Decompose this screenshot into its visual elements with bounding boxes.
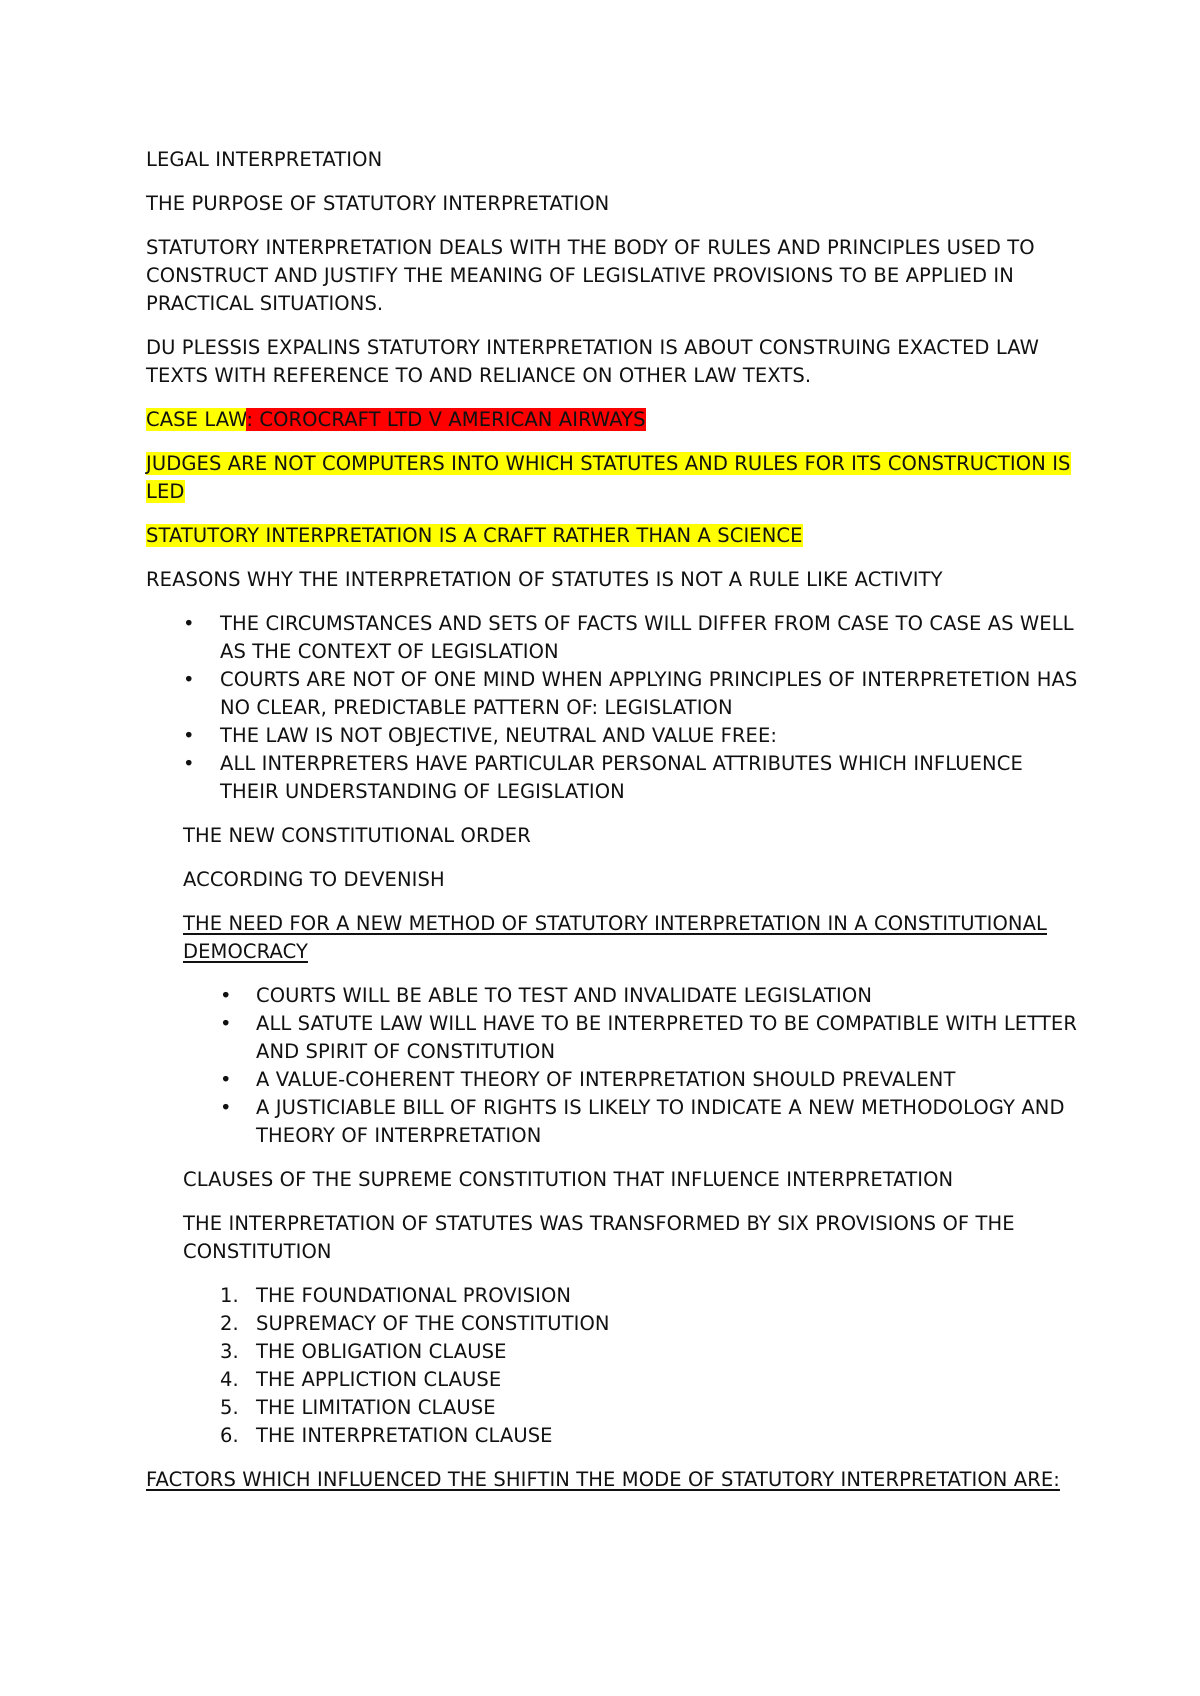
list-item: 2. SUPREMACY OF THE CONSTITUTION [146, 1310, 1086, 1338]
list-number: 1. [220, 1284, 239, 1307]
list-item: • COURTS ARE NOT OF ONE MIND WHEN APPLYING PRINCIPLES OF INTERPRETETION HAS NO CLEAR, PREDICTABLE PATTERN OF: LEGISLATION [183, 668, 1078, 719]
bullet-icon: • [183, 668, 195, 691]
document-page [146, 146, 1086, 1510]
judges-text: JUDGES ARE NOT COMPUTERS INTO WHICH STATUTES AND RULES FOR ITS CONSTRUCTION IS LED [146, 452, 1071, 503]
bullet-icon: • [220, 1068, 232, 1091]
need-heading: THE NEED FOR A NEW METHOD OF STATUTORY INTERPRETATION IN A CONSTITUTIONAL DEMOCRACY [183, 912, 1047, 963]
paragraph-definition: STATUTORY INTERPRETATION DEALS WITH THE BODY OF RULES AND PRINCIPLES USED TO CONSTRUCT AND JUSTIFY THE MEANING OF LEGISLATIVE PROVISIONS TO BE APPLIED IN PRACTICAL SITUATIONS. [146, 236, 1035, 315]
list-item: 5. THE LIMITATION CLAUSE [146, 1394, 1086, 1422]
provisions-list [146, 1282, 1086, 1450]
bullet-icon: • [220, 984, 232, 1007]
devenish-line: ACCORDING TO DEVENISH [183, 868, 445, 891]
reasons-heading: REASONS WHY THE INTERPRETATION OF STATUTES IS NOT A RULE LIKE ACTIVITY [146, 568, 943, 591]
list-item: • THE LAW IS NOT OBJECTIVE, NEUTRAL AND VALUE FREE: [146, 722, 1086, 750]
bullet-icon: • [183, 612, 195, 635]
list-number: 6. [220, 1424, 239, 1447]
bullet-icon: • [183, 752, 195, 775]
bullet-icon: • [220, 1012, 232, 1035]
paragraph-du-plessis: DU PLESSIS EXPALINS STATUTORY INTERPRETATION IS ABOUT CONSTRUING EXACTED LAW TEXTS WITH REFERENCE TO AND RELIANCE ON OTHER LAW TEXTS. [146, 336, 1039, 387]
case-law-line [146, 406, 1086, 434]
purpose-heading: THE PURPOSE OF STATUTORY INTERPRETATION [146, 192, 610, 215]
list-number: 2. [220, 1312, 239, 1335]
list-item: 6. THE INTERPRETATION CLAUSE [146, 1422, 1086, 1450]
need-list [146, 982, 1086, 1150]
document-title: LEGAL INTERPRETATION [146, 148, 383, 171]
list-item: 3. THE OBLIGATION CLAUSE [146, 1338, 1086, 1366]
case-law-label: CASE LAW [146, 408, 247, 431]
clauses-heading: CLAUSES OF THE SUPREME CONSTITUTION THAT INFLUENCE INTERPRETATION [183, 1168, 954, 1191]
list-item: • A VALUE-COHERENT THEORY OF INTERPRETATION SHOULD PREVALENT [146, 1066, 1086, 1094]
bullet-icon: • [183, 724, 195, 747]
list-item: • ALL INTERPRETERS HAVE PARTICULAR PERSONAL ATTRIBUTES WHICH INFLUENCE THEIR UNDERSTANDING OF LEGISLATION [183, 752, 1023, 803]
list-number: 3. [220, 1340, 239, 1363]
list-number: 5. [220, 1396, 239, 1419]
judges-line [146, 450, 1086, 506]
craft-text: STATUTORY INTERPRETATION IS A CRAFT RATHER THAN A SCIENCE [146, 524, 803, 547]
list-item: • THE CIRCUMSTANCES AND SETS OF FACTS WILL DIFFER FROM CASE TO CASE AS WELL AS THE CONTEXT OF LEGISLATION [183, 612, 1074, 663]
list-number: 4. [220, 1368, 239, 1391]
list-item: • A JUSTICIABLE BILL OF RIGHTS IS LIKELY TO INDICATE A NEW METHODOLOGY AND THEORY OF INTERPRETATION [220, 1096, 1065, 1147]
bullet-icon: • [220, 1096, 232, 1119]
list-item: 1. THE FOUNDATIONAL PROVISION [146, 1282, 1086, 1310]
case-law-name: : COROCRAFT LTD V AMERICAN AIRWAYS [246, 408, 646, 431]
six-provisions-line: THE INTERPRETATION OF STATUTES WAS TRANSFORMED BY SIX PROVISIONS OF THE CONSTITUTION [183, 1212, 1015, 1263]
list-item: • ALL SATUTE LAW WILL HAVE TO BE INTERPRETED TO BE COMPATIBLE WITH LETTER AND SPIRIT OF CONSTITUTION [220, 1012, 1077, 1063]
craft-line [146, 522, 1086, 550]
list-item: • COURTS WILL BE ABLE TO TEST AND INVALIDATE LEGISLATION [146, 982, 1086, 1010]
new-order-heading: THE NEW CONSTITUTIONAL ORDER [183, 824, 531, 847]
reasons-list [146, 610, 1086, 806]
list-item: 4. THE APPLICTION CLAUSE [146, 1366, 1086, 1394]
factors-heading: FACTORS WHICH INFLUENCED THE SHIFTIN THE MODE OF STATUTORY INTERPRETATION ARE: [146, 1468, 1060, 1491]
